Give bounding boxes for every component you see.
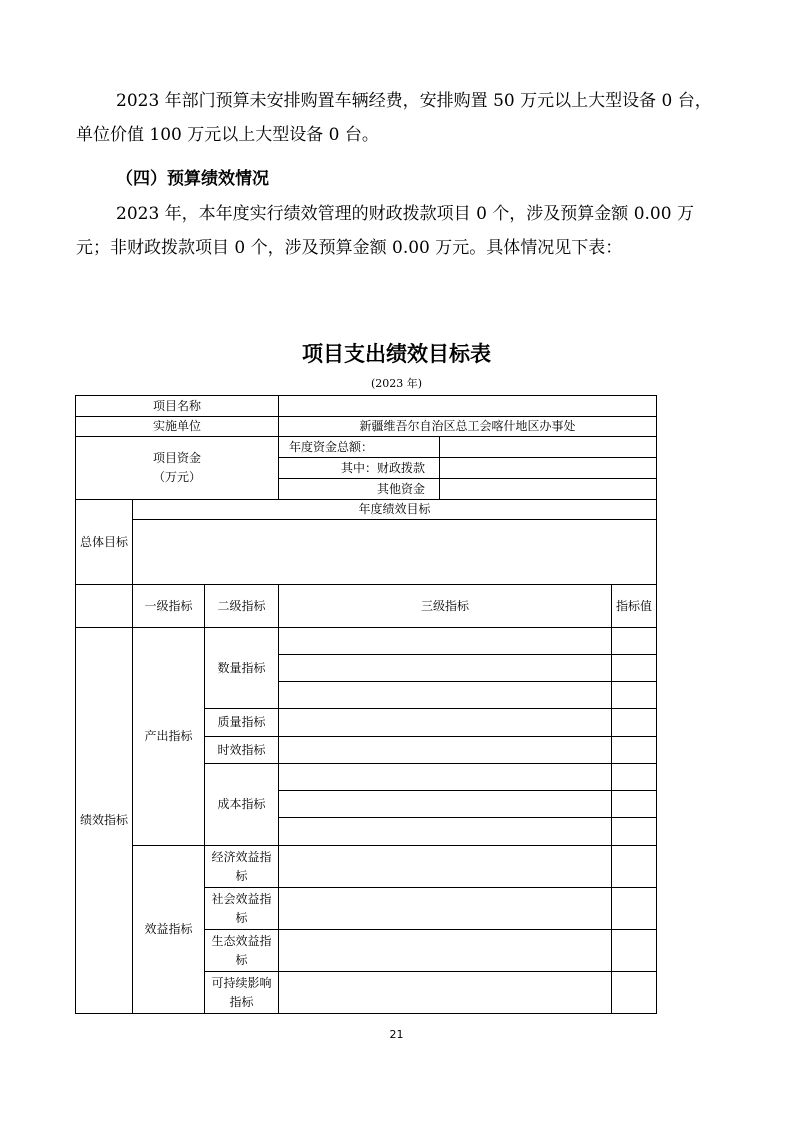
economic-benefit-label: 经济效益指标 (205, 846, 279, 888)
table-cell (279, 709, 612, 737)
ecological-benefit-label: 生态效益指标 (205, 930, 279, 972)
funds-total-label: 年度资金总额： (279, 437, 440, 458)
table-cell (612, 655, 657, 682)
project-name-label: 项目名称 (76, 396, 279, 417)
header-blank (76, 585, 133, 628)
table-cell (279, 682, 612, 709)
table-cell (612, 846, 657, 888)
funds-fiscal-value (440, 458, 657, 479)
project-name-value (279, 396, 657, 417)
table-cell (612, 737, 657, 764)
table-year: (2023 年) (370, 377, 423, 390)
funds-label: 项目资金 (152, 451, 201, 465)
table-cell (279, 628, 612, 655)
paragraph-vehicle-equipment: 2023 年部门预算未安排购置车辆经费，安排购置 50 万元以上大型设备 0 台，单位价值 100 万元以上大型设备 0 台。 (76, 91, 712, 145)
social-benefit-label: 社会效益指标 (205, 888, 279, 930)
section-heading-performance: （四）预算绩效情况 (116, 169, 269, 189)
table-cell (612, 818, 657, 846)
table-cell (279, 930, 612, 972)
annual-goal-label: 年度绩效目标 (133, 500, 657, 520)
header-level3: 三级指标 (279, 585, 612, 628)
header-level1: 一级指标 (133, 585, 205, 628)
funds-total-value (440, 437, 657, 458)
funds-other-label: 其他资金 (279, 479, 440, 500)
header-level2: 二级指标 (205, 585, 279, 628)
table-cell (612, 709, 657, 737)
page-number: 21 (389, 1028, 404, 1041)
quality-indicator-label: 质量指标 (205, 709, 279, 737)
unit-label: 实施单位 (76, 417, 279, 437)
overall-goal-label: 总体目标 (76, 500, 133, 585)
perf-indicator-label: 绩效指标 (76, 628, 133, 1014)
timeliness-indicator-label: 时效指标 (205, 737, 279, 764)
table-cell (612, 628, 657, 655)
table-cell (279, 764, 612, 791)
table-cell (279, 655, 612, 682)
paragraph-performance-summary: 2023 年，本年度实行绩效管理的财政拨款项目 0 个，涉及预算金额 0.00 万元；非财政拨款项目 0 个，涉及预算金额 0.00 万元。具体情况见下表： (76, 204, 694, 258)
performance-goal-table (75, 395, 657, 1014)
table-cell (279, 972, 612, 1014)
table-cell (279, 888, 612, 930)
funds-other-value (440, 479, 657, 500)
header-value: 指标值 (612, 585, 657, 628)
annual-goal-content (133, 520, 657, 585)
funds-fiscal-label: 其中：财政拨款 (279, 458, 440, 479)
table-cell (612, 682, 657, 709)
table-cell (612, 888, 657, 930)
table-title: 项目支出绩效目标表 (302, 342, 491, 366)
table-cell (612, 930, 657, 972)
table-cell (279, 818, 612, 846)
table-cell (279, 791, 612, 818)
funds-label-cell (76, 437, 279, 500)
sustainable-impact-label: 可持续影响指标 (205, 972, 279, 1014)
unit-value: 新疆维吾尔自治区总工会喀什地区办事处 (279, 417, 657, 437)
funds-unit: （万元） (152, 470, 201, 484)
table-cell (612, 764, 657, 791)
output-indicator-label: 产出指标 (133, 628, 205, 846)
table-cell (612, 791, 657, 818)
table-cell (279, 737, 612, 764)
table-cell (279, 846, 612, 888)
cost-indicator-label: 成本指标 (205, 764, 279, 846)
quantity-indicator-label: 数量指标 (205, 628, 279, 709)
table-cell (612, 972, 657, 1014)
benefit-indicator-label: 效益指标 (133, 846, 205, 1014)
